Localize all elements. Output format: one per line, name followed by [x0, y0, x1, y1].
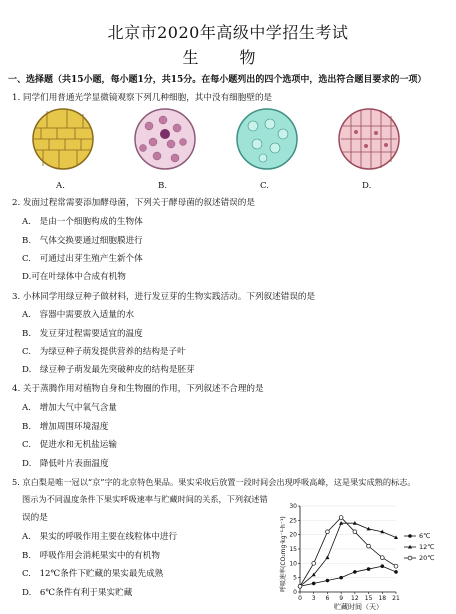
chart-point	[380, 564, 384, 568]
chart-point	[367, 544, 371, 548]
chart-x-tick-label: 21	[392, 595, 400, 602]
question-1-stem: 1. 同学们用普通光学显微镜观察下列几种细胞，其中没有细胞壁的是	[12, 93, 273, 103]
chart-point	[408, 556, 412, 560]
chart-y-tick-label: 0	[293, 589, 297, 596]
question-2-option-b: B. 气体交换要通过细胞膜进行	[22, 236, 143, 246]
cell-label-b: B.	[158, 181, 168, 191]
question-4-option-b: B. 增加周围环境湿度	[22, 422, 109, 432]
chart-legend-label: 20℃	[419, 554, 435, 562]
question-4-option-a: A. 增加大气中氧气含量	[22, 403, 117, 413]
chart-point	[380, 556, 384, 560]
question-4-option-d: D. 降低叶片表面温度	[22, 459, 109, 469]
chart-y-tick-label: 10	[289, 560, 297, 568]
chart-y-tick-label: 20	[289, 531, 297, 539]
chart-x-tick-label: 3	[311, 595, 316, 602]
chart-point	[339, 576, 343, 580]
chart-point	[353, 570, 357, 574]
chart-y-tick-label: 30	[289, 503, 297, 510]
question-4-stem: 4. 关于蒸腾作用对植物自身和生物圈的作用，下列叙述不合理的是	[12, 384, 264, 394]
chart-x-tick-label: 18	[378, 595, 387, 602]
chart-point	[312, 582, 316, 586]
exam-title: 北京市2020年高级中学招生考试	[107, 23, 349, 42]
subject-title: 生 物	[182, 48, 274, 67]
question-3-option-a: A. 容器中需要放入适量的水	[22, 310, 135, 320]
respiration-chart	[276, 500, 451, 612]
chart-x-tick-label: 0	[298, 595, 302, 602]
cell-image-a	[33, 109, 93, 169]
chart-point	[312, 561, 316, 565]
chart-x-tick-label: 12	[351, 595, 359, 602]
cell-label-d: D.	[362, 181, 372, 191]
chart-point	[353, 530, 357, 534]
question-5-option-d: D. 6℃条件有利于果实贮藏	[22, 588, 133, 598]
chart-y-tick-label: 25	[289, 517, 297, 525]
question-5-stem-line2: 图示为不同温度条件下果实呼吸速率与贮藏时间的关系，下列叙述错	[22, 494, 268, 504]
question-3-stem: 3. 小林同学用绿豆种子做材料，进行发豆芽的生物实践活动。下列叙述错误的是	[12, 292, 316, 302]
chart-point	[339, 516, 343, 520]
chart-point	[326, 530, 330, 534]
cell-label-c: C.	[260, 181, 270, 191]
question-3-option-d: D. 绿豆种子萌发最先突破种皮的结构是胚芽	[22, 365, 195, 375]
question-5-option-c: C. 12℃条件下贮藏的果实最先成熟	[22, 569, 164, 579]
chart-legend-label: 12℃	[419, 543, 435, 551]
cell-label-a: A.	[56, 181, 65, 191]
question-5-option-a: A. 果实的呼吸作用主要在线粒体中进行	[22, 532, 178, 542]
cell-image-b	[135, 109, 195, 169]
section-heading: 一、选择题（共15小题，每小题1分，共15分。在每小题列出的四个选项中，选出符合题目要求的一项）	[8, 75, 427, 85]
question-2-option-d: D.可在叶绿体中合成有机物	[22, 272, 126, 282]
question-2-option-c: C. 可通过出芽生殖产生新个体	[22, 254, 143, 264]
chart-point	[325, 555, 329, 559]
question-3-option-c: C. 为绿豆种子萌发提供营养的结构是子叶	[22, 347, 186, 357]
question-3-option-b: B. 发豆芽过程需要适宜的温度	[22, 329, 143, 339]
chart-legend-label: 6℃	[419, 532, 431, 540]
chart-x-tick-label: 15	[364, 595, 373, 602]
chart-point	[394, 564, 398, 568]
chart-point	[326, 579, 330, 583]
question-5-option-b: B. 呼吸作用会消耗果实中的有机物	[22, 551, 160, 561]
question-2-stem: 2. 发面过程常需要添加酵母菌，下列关于酵母菌的叙述错误的是	[12, 198, 255, 208]
question-4-option-c: C. 促进水和无机盐运输	[22, 440, 117, 450]
chart-point	[367, 567, 371, 571]
cell-image-c	[237, 109, 297, 169]
chart-y-axis-label: 呼吸速率(CO₂mg·kg⁻¹·h⁻¹)	[280, 516, 287, 592]
chart-y-tick-label: 15	[289, 546, 297, 553]
question-2-option-a: A. 是由一个细胞构成的生物体	[22, 217, 143, 227]
chart-point	[298, 584, 302, 588]
cell-image-d	[339, 109, 399, 169]
chart-point	[408, 534, 412, 538]
cell-images	[25, 106, 435, 176]
chart-x-axis-label: 贮藏时间（天）	[334, 603, 383, 611]
chart-point	[394, 570, 398, 574]
chart-x-tick-label: 9	[339, 595, 344, 602]
question-5-stem: 5. 京白梨是唯一冠以“京”字的北京特色果品。果实采收后放置一段时间会出现呼吸高峰，这是果实成熟的标志。	[12, 477, 416, 487]
chart-x-tick-label: 6	[325, 595, 330, 602]
chart-y-tick-label: 5	[293, 574, 297, 582]
question-5-stem-line3: 误的是	[22, 513, 48, 523]
